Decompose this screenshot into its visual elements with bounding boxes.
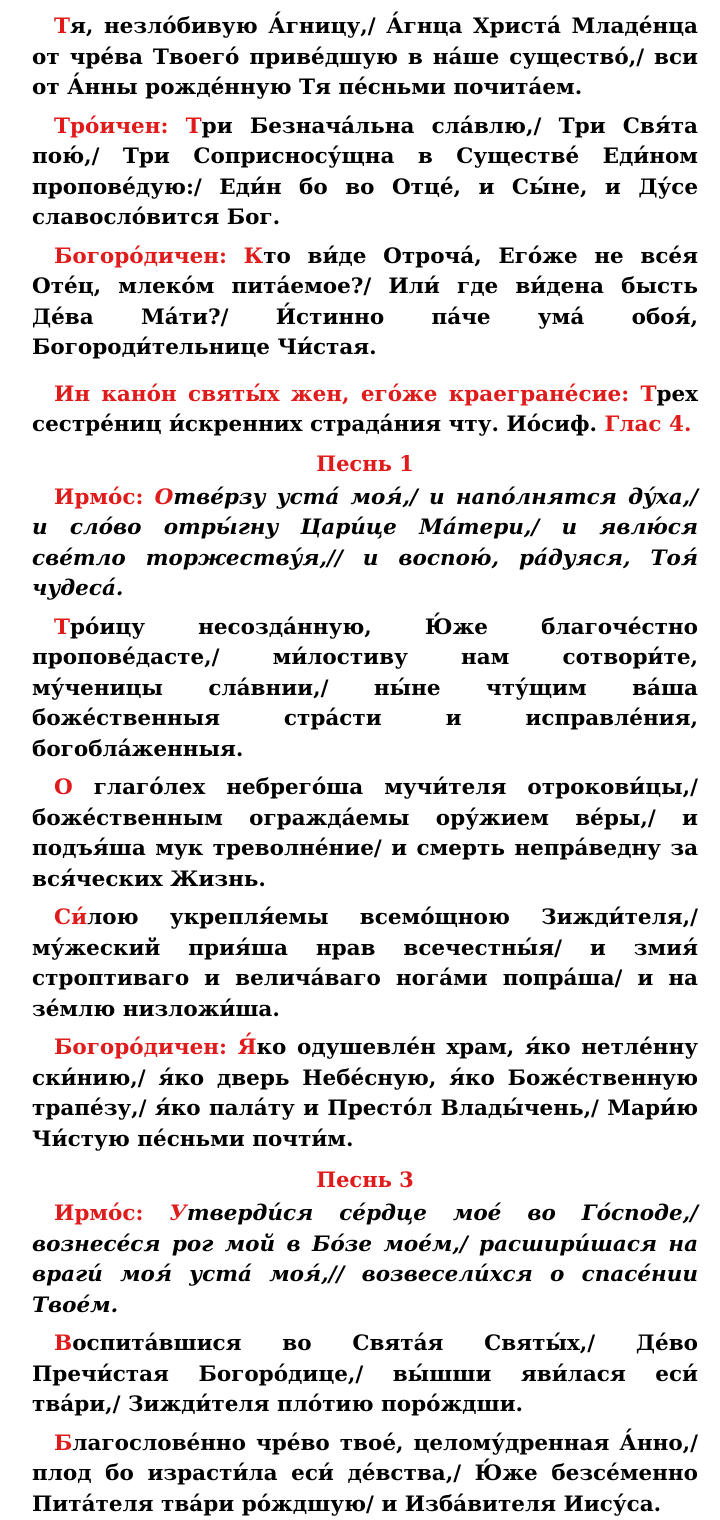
rubric-label: Тро́ичен:: [54, 114, 186, 139]
paragraph-text: рех сестре́ниц и́скренних страда́ния чту. Ио́сиф.: [32, 382, 698, 438]
initial-letter: Т: [54, 615, 70, 640]
paragraph-text: то ви́де Отроча́, Его́же не все́я Оте́ц, млеко́м пита́емое?/ Или́ где ви́дена бысть Де́ва Ма́ти?/ И́стинно па́че ума́ обоя́, Богороди́тельнице Чи́стая.: [32, 244, 698, 361]
troparion-paragraph: [32, 903, 698, 1025]
troparion-paragraph: [32, 613, 698, 766]
rubric-label: Ирмо́с:: [54, 1201, 169, 1226]
initial-letter: В: [54, 1331, 72, 1356]
initial-letter: О: [54, 775, 73, 800]
initial-letter: Я: [238, 1035, 257, 1060]
irmos-text: тверди́ся се́рдце мое́ во Го́споде,/ вознесе́ся рог мой в Бо́зе мое́м,/ расшири́шася на враги́ моя́ уста́ моя́,// возвесели́хся о спасе́нии Твое́м.: [32, 1201, 698, 1318]
paragraph-text: ́лою укрепля́емы всемо́щною Зижди́теля,/ му́жеский прия́ша нрав всечестны́я/ и змия́ строптиваго и велича́ваго нога́ми попра́ша/ и на зе́млю низложи́ша.: [32, 905, 698, 1022]
paragraph-text: ри Безнача́льна сла́влю,/ Три Свя́та пою́,/ Три Соприсносу́щна в Существе́ Еди́ном пропове́дую:/ Еди́н бо во Отце́, и Сы́не, и Ду́се славосло́вится Бог.: [32, 114, 698, 231]
initial-letter: О: [155, 485, 174, 510]
initial-letter: У: [169, 1201, 186, 1226]
initial-letter: Т: [186, 114, 202, 139]
paragraph-text: ́ко одушевле́н храм, я́ко нетле́нну ски́нию,/ я́ко дверь Небе́сную, я́ко Боже́ственную трапе́зу,/ я́ко пала́ту и Престо́л Влады́чень,/ Мари́ю Чи́стую пе́сньми почти́м.: [32, 1035, 698, 1152]
irmos-paragraph: [32, 1199, 698, 1321]
irmos-paragraph: [32, 483, 698, 605]
ode-1-heading: Песнь 1: [32, 449, 698, 479]
initial-letter: Б: [54, 1431, 72, 1456]
troparion-paragraph: [32, 1429, 698, 1520]
troparion-paragraph: [32, 773, 698, 895]
canon-intro: [32, 380, 698, 441]
theotokion-paragraph: [32, 242, 698, 364]
troparion-paragraph: [32, 1329, 698, 1421]
initial-letter: Т: [54, 14, 70, 39]
trinity-troparion: [32, 112, 698, 234]
initial-letter: Т: [640, 382, 656, 407]
paragraph-text: я, незло́бивую А́гницу,/ А́гнца Христа́ Младе́нца от чре́ва Твоего́ приве́дшую в на́ше существо́,/ вси от А́нны рожде́нную Тя пе́сньми почита́ем.: [32, 14, 698, 100]
rubric-label: Богоро́дичен:: [54, 244, 244, 269]
ode-3-heading: Песнь 3: [32, 1165, 698, 1195]
rubric-label: Ин кано́н святы́х жен, его́же краегране́сие:: [54, 382, 640, 407]
irmos-text: тве́рзу уста́ моя́,/ и напо́лнятся ду́ха,/ и сло́во отры́гну Цари́це Ма́тери,/ и явлю́ся све́тло торжеству́я,// и воспою́, ра́дуяся, Тоя́ чудеса́.: [32, 485, 698, 602]
theotokion-paragraph: [32, 1033, 698, 1155]
paragraph-text: ро́ицу несозда́нную, Ю́же благоче́стно пропове́дасте,/ ми́лостиву нам сотвори́те, му́ченицы сла́внии,/ ны́не чту́щим ва́ша боже́ственныя стра́сти и исправле́ния, богобла́женныя.: [32, 615, 698, 762]
rubric-label: Ирмо́с:: [54, 485, 155, 510]
rubric-label: Богоро́дичен:: [54, 1035, 238, 1060]
paragraph-text: глаго́лех небрего́ша мучи́теля отрокови́цы,/ боже́ственным огражда́емы ору́жием ве́ры,/ и подъя́ша мук треволне́ние/ и смерть непра́ведну за вся́ческих Жизнь.: [32, 775, 698, 892]
paragraph-text: лагослове́нно чре́во твое́, целому́дренная А́нно,/ плод бо израсти́ла еси́ де́вства,/ Ю́же безсе́менно Пита́теля тва́ри ро́ждшую/ и Изба́вителя Иису́са.: [32, 1431, 698, 1517]
initial-letter: К: [244, 244, 264, 269]
tone-label: Глас 4.: [604, 412, 691, 437]
paragraph-text: оспита́вшися во Свята́я Святы́х,/ Де́во Пречи́стая Богоро́дице,/ вы́шши яви́лася еси́ тва́ри,/ Зижди́теля пло́тию поро́ждши.: [32, 1331, 698, 1417]
troparion-paragraph: [32, 12, 698, 104]
initial-letter: Си: [54, 905, 87, 930]
